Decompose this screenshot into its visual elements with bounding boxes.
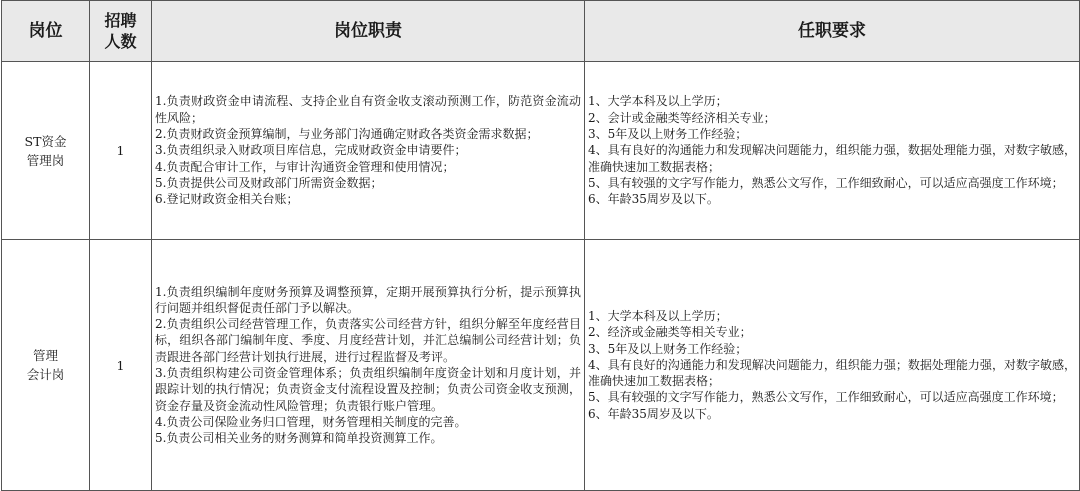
duty-item: 6.登记财政资金相关台账； [155, 192, 299, 207]
requirement-item: 6、年龄35周岁及以下。 [588, 406, 719, 421]
duties-cell [152, 62, 585, 240]
duty-item: 3.负责组织构建公司资金管理体系；负责组织编制年度资金计划和月度计划，并跟踪计划的执行情况；负责资金支付流程设置及控制；负责公司资金收支预测，资金存量及资金流动性风险管理；负责银行账户管理。 [155, 366, 581, 413]
header-row [2, 1, 1080, 62]
table-row [2, 62, 1080, 240]
position-name-line2: 会计岗 [26, 367, 65, 382]
duty-item: 5.负责提供公司及财政部门所需资金数据； [155, 175, 383, 190]
duty-item: 4.负责公司保险业务归口管理，财务管理相关制度的完善。 [155, 414, 467, 429]
position-name-line1: 管理 [32, 348, 58, 363]
header-duties: 岗位职责 [152, 1, 585, 62]
requirement-item: 2、经济或金融类等相关专业； [588, 325, 752, 340]
header-headcount [90, 1, 152, 62]
requirement-item: 4、具有良好的沟通能力和发现解决问题能力，组织能力强，数据处理能力强，对数字敏感，准确快速加工数据表格； [588, 143, 1076, 174]
header-headcount-line2: 人数 [104, 32, 137, 51]
requirement-item: 3、5年及以上财务工作经验； [588, 341, 748, 356]
header-headcount-line1: 招聘 [104, 11, 137, 30]
duties-list [155, 93, 581, 207]
duty-item: 1.负责组织编制年度财务预算及调整预算，定期开展预算执行分析，提示预算执行问题并组织督促责任部门予以解决。 [155, 284, 581, 315]
table-row [2, 240, 1080, 491]
recruitment-table [1, 0, 1080, 491]
requirement-item: 1、大学本科及以上学历； [588, 94, 728, 109]
position-cell [2, 240, 90, 491]
requirement-item: 3、5年及以上财务工作经验； [588, 127, 748, 142]
duty-item: 2.负责组织公司经营管理工作，负责落实公司经营方针，组织分解至年度经营目标，组织各部门编制年度、季度、月度经营计划，并汇总编制公司经营计划；负责跟进各部门经营计划执行进展，进行过程监督及考评。 [155, 317, 581, 364]
requirement-item: 5、具有较强的文字写作能力，熟悉公文写作，工作细致耐心，可以适应高强度工作环境； [588, 390, 1064, 405]
duties-cell [152, 240, 585, 491]
duty-item: 3.负责组织录入财政项目库信息，完成财政资金申请要件； [155, 143, 467, 158]
position-name-line2: 管理岗 [26, 152, 65, 168]
headcount-cell: 1 [90, 62, 152, 240]
duty-item: 1.负责财政资金申请流程、支持企业自有资金收支滚动预测工作，防范资金流动性风险； [155, 94, 581, 125]
duty-item: 5.负责公司相关业务的财务测算和简单投资测算工作。 [155, 431, 443, 446]
header-position: 岗位 [2, 1, 90, 62]
requirement-item: 2、会计或金融类等经济相关专业； [588, 110, 776, 125]
requirements-list [588, 93, 1076, 207]
duty-item: 4.负责配合审计工作，与审计沟通资金管理和使用情况； [155, 159, 455, 174]
requirement-item: 1、大学本科及以上学历； [588, 308, 728, 323]
requirements-cell [585, 240, 1080, 491]
duties-list [155, 284, 581, 447]
position-cell [2, 62, 90, 240]
header-requirements: 任职要求 [585, 1, 1080, 62]
position-name-line1: ST资金 [24, 133, 67, 149]
requirement-item: 4、具有良好的沟通能力和发现解决问题能力，组织能力强；数据处理能力强，对数字敏感，准确快速加工数据表格； [588, 357, 1076, 389]
headcount-cell: 1 [90, 240, 152, 491]
requirement-item: 6、年龄35周岁及以下。 [588, 192, 719, 207]
duty-item: 2.负责财政资金预算编制，与业务部门沟通确定财政各类资金需求数据； [155, 127, 539, 142]
requirements-cell [585, 62, 1080, 240]
requirement-item: 5、具有较强的文字写作能力，熟悉公文写作，工作细致耐心，可以适应高强度工作环境； [588, 175, 1064, 190]
requirements-list [588, 308, 1076, 422]
